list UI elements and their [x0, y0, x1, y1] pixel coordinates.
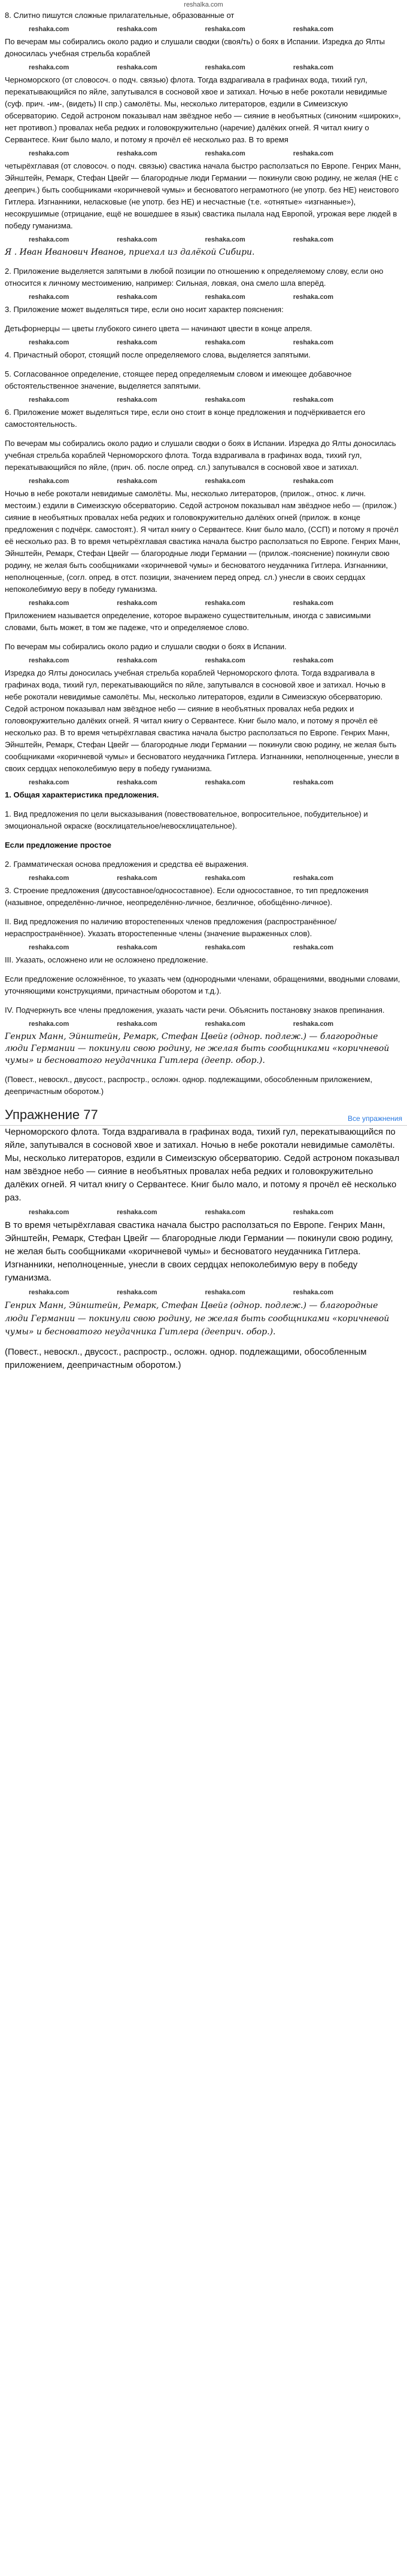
- watermark: reshaka.com: [117, 150, 157, 157]
- watermark: reshaka.com: [205, 478, 245, 485]
- watermark: reshaka.com: [205, 26, 245, 33]
- watermark: reshaka.com: [29, 478, 69, 485]
- answer-block: Я . Иван Иванович Иванов, приехал из далёкой Сибири.: [5, 247, 255, 257]
- watermark-row: [5, 1208, 402, 1217]
- watermark: reshaka.com: [293, 779, 334, 786]
- watermark: reshaka.com: [29, 236, 69, 243]
- analysis-item: Генрих Манн, Эйнштейн, Ремарк, Стефан Цвейг (однор. подлеж.) — благородные люди Германии — покинули свою родину, не желая быть сообщниками «коричневой чумы» и бесноватого неудачника Гитлера (деепр. обор.).: [5, 1032, 390, 1065]
- watermark-row: [5, 778, 402, 787]
- watermark: reshaka.com: [205, 1020, 245, 1028]
- watermark: reshaka.com: [205, 339, 245, 346]
- watermark: reshaka.com: [293, 1209, 334, 1216]
- watermark: reshaka.com: [293, 64, 334, 71]
- answer-block: четырёхглавая (от словосоч. о подч. связью) свастика начала быстро расползаться по Европе. Генрих Манн, Эйнштейн, Ремарк, Стефан Цвейг — благородные люди Германии — покинули свою родину, не желая (НЕ с дееприч.) быть сообщниками «коричневой чумы» и бесноватого неграмотного (не употр. без НЕ) неистового Гитлера. Изгнанники, неласковые (не употр. без НЕ) и несчастные (т.е. «отнятые» «изгнанные»), несокрушимые (отрицание, ещё не вошедшее в язык) свастика пылала над Европой, угрожая вере людей в победу гуманизма.: [5, 161, 401, 230]
- all-exercises-link[interactable]: Все упражнения: [347, 1114, 402, 1123]
- watermark: reshaka.com: [117, 339, 157, 346]
- watermark: reshaka.com: [117, 1289, 157, 1296]
- exercise-paragraph: В то время четырёхглавая свастика начала быстро расползаться по Европе. Генрих Манн, Эйнштейн, Ремарк, Стефан Цвейг — благородные люди Германии — покинули свою родину, не желая быть сообщниками «коричневой чумы» и бесноватого неудачника Гитлера. Изгнанники, неполноценные, унесли в своих сердцах непоколебимую веру в победу гуманизма.: [5, 1220, 393, 1283]
- answer-block: 2. Приложение выделяется запятыми в любой позиции по отношению к определяемому слову, если оно относится к личному местоимению, например: Сильная, ловкая, она смело шла вперёд.: [5, 267, 384, 288]
- analysis-item: Если предложение осложнённое, то указать чем (однородными членами, обращениями, вводными словами, уточняющими конструкциями, причастным оборотом и т.д.).: [5, 974, 400, 995]
- watermark: reshaka.com: [117, 944, 157, 951]
- watermark: reshaka.com: [117, 236, 157, 243]
- watermark: reshaka.com: [205, 1209, 245, 1216]
- watermark: reshaka.com: [205, 236, 245, 243]
- watermark: reshaka.com: [29, 657, 69, 664]
- answer-block: Черноморского (от словосоч. о подч. связью) флота. Тогда вздрагивала в графинах вода, тихий гул, перекатывающийся по яйле, запутывался в сосновой хвое и затихал. Ночью в небе рокотали невидимые (суф. прич. -им-, (видеть) II спр.) самолёты. Мы, несколько литераторов, ездили в Симеизскую обсерваторию. Седой астроном показывал нам звёздное небо — сияние в необъятных (синоним «широких», нет противоп.) провалах неба редких и головокружительно (наречие) далёких огней. Я читал книгу о Сервантесе. Книг было мало, и потому я прочёл её несколько раз. В то время: [5, 75, 401, 144]
- watermark: reshaka.com: [205, 294, 245, 301]
- analysis-item: III. Указать, осложнено или не осложнено предложение.: [5, 955, 208, 964]
- watermark-row: [5, 656, 402, 665]
- exercise-paragraph: Генрих Манн, Эйнштейн, Ремарк, Стефан Цвейг (однор. подлеж.) — благородные люди Германии — покинули свою родину, не желая быть сообщниками «коричневой чумы» и бесноватого неудачника Гитлера (дееприч. обор.).: [5, 1301, 390, 1337]
- watermark: reshaka.com: [205, 600, 245, 607]
- watermark: reshaka.com: [117, 396, 157, 404]
- watermark: reshaka.com: [293, 1020, 334, 1028]
- exercise-paragraph: (Повест., невоскл., двусост., распростр., осложн. однор. подлежащими, обособленным приложением, деепричастным оборотом.): [5, 1347, 367, 1370]
- answer-block: Ночью в небе рокотали невидимые самолёты. Мы, несколько литераторов, (прилож., относ. к личн. местоим.) ездили в Симеизскую обсерваторию. Седой астроном показывал нам звёздное небо — (прилож.) сияние в необъятных провалах неба редких и головокружительно далёких огней (прилож. в конце предложения с подчёрк. самостоят.). Я читал книгу о Сервантесе. Книг было мало, (ССП) и потому я прочёл её несколько раз. В то время четырёхглавая свастика начала быстро расползаться по Европе. Генрих Манн, Эйнштейн, Ремарк, Стефан Цвейг — благородные люди Германии — (прилож.-пояснение) покинули свою родину, не желая быть сообщниками «коричневой чумы» и бесноватого неудачника Гитлера. Изгнанники, неполноценные, (согл. опред. в отст. позиции, значением перед опред. сл.) унесли в своих сердцах непоколебимую веру в победу гуманизма.: [5, 489, 400, 594]
- watermark: reshaka.com: [117, 600, 157, 607]
- watermark-row: [5, 293, 402, 301]
- exercise-header: [0, 1105, 407, 1126]
- watermark-row: [5, 1288, 402, 1297]
- answer-block: По вечерам мы собирались около радио и слушали сводки (своя/ть) о боях в Испании. Изредка до Ялты доносилась учебная стрельба кораблей: [5, 37, 385, 58]
- answer-block: 4. Причастный оборот, стоящий после определяемого слова, выделяется запятыми.: [5, 350, 311, 359]
- watermark: reshaka.com: [117, 478, 157, 485]
- scanned-answer-part-1: [0, 10, 407, 1098]
- watermark-row: [5, 1020, 402, 1028]
- watermark-row: [5, 396, 402, 404]
- answer-block: 3. Приложение может выделяться тире, если оно носит характер пояснения:: [5, 305, 284, 314]
- watermark: reshaka.com: [293, 26, 334, 33]
- analysis-item: (Повест., невоскл., двусост., распростр., осложн. однор. подлежащими, обособленным приложением, деепричастным оборотом.): [5, 1075, 372, 1096]
- watermark: reshaka.com: [293, 478, 334, 485]
- watermark: reshaka.com: [29, 779, 69, 786]
- watermark: reshaka.com: [117, 64, 157, 71]
- watermark: reshaka.com: [29, 944, 69, 951]
- watermark: reshaka.com: [117, 875, 157, 882]
- watermark-row: [5, 943, 402, 952]
- watermark: reshaka.com: [29, 396, 69, 404]
- watermark-row: [5, 63, 402, 72]
- watermark: reshaka.com: [117, 1209, 157, 1216]
- watermark: reshaka.com: [29, 26, 69, 33]
- watermark: reshaka.com: [29, 600, 69, 607]
- answer-block: Изредка до Ялты доносилась учебная стрельба кораблей Черноморского флота. Тогда вздрагивала в графинах вода, тихий гул, перекатывающийся по яйле, запутывался в сосновой хвое и затихал. Ночью в небе рокотали невидимые самолёты. Мы, несколько литераторов, ездили в Симеизскую обсерваторию. Седой астроном показывал нам звёздное небо — сияние в необъятных провалах неба редких и головокружительно далёких огней. Я читал книгу о Сервантесе. Книг было мало, и потому я прочёл её несколько раз. В то время четырёхглавая свастика начала быстро расползаться по Европе. Генрих Манн, Эйнштейн, Ремарк, Стефан Цвейг — благородные люди Германии — покинули свою родину, не желая быть сообщниками «коричневой чумы» и бесноватого неудачника Гитлера. Изгнанники, неполноценные, унесли в своих сердцах непоколебимую веру в победу гуманизма.: [5, 668, 399, 773]
- watermark: reshaka.com: [29, 1209, 69, 1216]
- watermark: reshaka.com: [293, 600, 334, 607]
- watermark: reshaka.com: [205, 944, 245, 951]
- analysis-item: 2. Грамматическая основа предложения и средства её выражения.: [5, 860, 248, 869]
- watermark-row: [5, 338, 402, 347]
- watermark: reshaka.com: [117, 26, 157, 33]
- watermark: reshaka.com: [293, 657, 334, 664]
- watermark: reshaka.com: [29, 1020, 69, 1028]
- watermark: reshaka.com: [205, 64, 245, 71]
- watermark-row: [5, 25, 402, 33]
- watermark-row: [5, 477, 402, 485]
- site-header[interactable]: reshalka.com: [184, 1, 223, 8]
- analysis-item: IV. Подчеркнуть все члены предложения, указать части речи. Объяснить постановку знаков препинания.: [5, 1006, 385, 1014]
- watermark-row: [5, 599, 402, 607]
- watermark: reshaka.com: [293, 1289, 334, 1296]
- watermark: reshaka.com: [293, 294, 334, 301]
- watermark: reshaka.com: [29, 294, 69, 301]
- answer-block: Детьфорнерцы — цветы глубокого синего цвета — начинают цвести в конце апреля.: [5, 324, 312, 333]
- answer-block: 6. Приложение может выделяться тире, если оно стоит в конце предложения и подчёркивается его самостоятельность.: [5, 408, 366, 429]
- watermark: reshaka.com: [117, 1020, 157, 1028]
- watermark: reshaka.com: [205, 657, 245, 664]
- watermark: reshaka.com: [117, 779, 157, 786]
- watermark: reshaka.com: [205, 396, 245, 404]
- analysis-item: Если предложение простое: [5, 841, 112, 850]
- watermark: reshaka.com: [293, 396, 334, 404]
- answer-block: По вечерам мы собирались около радио и слушали сводки о боях в Испании.: [5, 642, 287, 651]
- watermark: reshaka.com: [29, 875, 69, 882]
- watermark: reshaka.com: [293, 236, 334, 243]
- answer-block: 5. Согласованное определение, стоящее перед определяемым словом и имеющее добавочное обстоятельственное значение, выделяется запятыми.: [5, 369, 352, 390]
- watermark: reshaka.com: [29, 64, 69, 71]
- exercise-title: Упражнение 77: [5, 1107, 98, 1122]
- analysis-item: II. Вид предложения по наличию второстепенных членов предложения (распространённое/нераспространённое). Указать второстепенные члены (значение выраженных слов).: [5, 917, 337, 938]
- answer-block: Приложением называется определение, которое выражено существительным, иногда с зависимыми словами, быть может, в том же падеже, что и определяемое слово.: [5, 611, 371, 632]
- watermark: reshaka.com: [205, 875, 245, 882]
- analysis-title: 1. Общая характеристика предложения.: [5, 790, 159, 799]
- watermark: reshaka.com: [205, 779, 245, 786]
- watermark: reshaka.com: [205, 1289, 245, 1296]
- watermark: reshaka.com: [29, 339, 69, 346]
- answer-block: По вечерам мы собирались около радио и слушали сводки о боях в Испании. Изредка до Ялты доносилась учебная стрельба кораблей Черноморского флота. Тогда вздрагивала в графинах вода, тихий гул, перекатывающийся по яйле, (прич. об. после опред. сл.) запутывался в сосновой хвое и затихал.: [5, 439, 396, 472]
- exercise-paragraph: Черноморского флота. Тогда вздрагивала в графинах вода, тихий гул, перекатывающийся по яйле, запутывался в сосновой хвое и затихал. Ночью в небе рокотали невидимые самолёты. Мы, несколько литераторов, ездили в Симеизскую обсерваторию. Седой астроном показывал нам звёздное небо — сияние в необъятных провалах неба редких и головокружительно далёких огней. Я читал книгу о Сервантесе. Книг было мало, и потому я прочёл её несколько раз.: [5, 1127, 400, 1203]
- answer-block: 8. Слитно пишутся сложные прилагательные, образованные от: [5, 11, 235, 20]
- watermark-row: [5, 236, 402, 244]
- watermark: reshaka.com: [117, 294, 157, 301]
- watermark: reshaka.com: [293, 150, 334, 157]
- watermark: reshaka.com: [117, 657, 157, 664]
- watermark: reshaka.com: [293, 944, 334, 951]
- watermark: reshaka.com: [293, 875, 334, 882]
- watermark-row: [5, 874, 402, 882]
- watermark: reshaka.com: [29, 1289, 69, 1296]
- analysis-item: 3. Строение предложения (двусоставное/односоставное). Если односоставное, то тип предложения (назывное, определённо-личное, неопределённо-личное, безличное, обобщённо-личное).: [5, 886, 369, 907]
- watermark: reshaka.com: [293, 339, 334, 346]
- watermark: reshaka.com: [205, 150, 245, 157]
- analysis-item: 1. Вид предложения по цели высказывания (повествовательное, вопросительное, побудительное) и эмоциональной окраске (восклицательное/невосклицательное).: [5, 809, 368, 830]
- scanned-answer-part-2: [0, 1126, 407, 1372]
- watermark: reshaka.com: [29, 150, 69, 157]
- watermark-row: [5, 149, 402, 158]
